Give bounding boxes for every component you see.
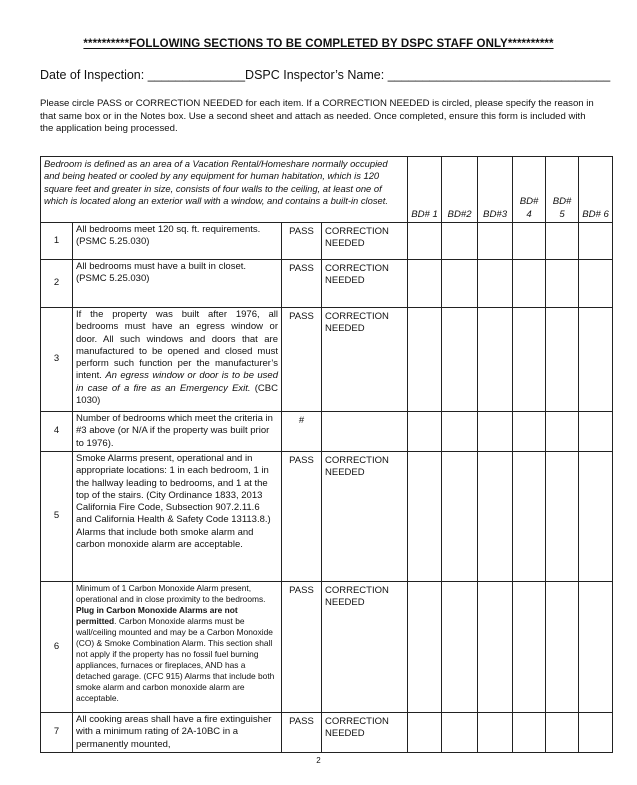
bd-cell[interactable] [546,452,579,582]
row-number: 4 [41,412,73,452]
pass-option[interactable]: PASS [282,713,322,753]
pass-option[interactable]: PASS [282,582,322,713]
staff-only-heading: **********FOLLOWING SECTIONS TO BE COMPLETED BY DSPC STAFF ONLY********** [83,38,554,50]
bd-header-6: BD# 6 [579,157,613,223]
bedroom-definition: Bedroom is defined as an area of a Vacation Rental/Homeshare normally occupied and being heated or cooled by any equipment for human habitation, which is 120 square feet and greater in size, consists of four walls to the ceiling, at least one of which is located along an exterior wall with a window, and contains a built-in closet. [41,157,408,223]
bd-cell[interactable] [442,452,478,582]
bd-cell[interactable] [408,308,442,412]
bd-header-5: BD# 5 [546,157,579,223]
bd-cell[interactable] [442,412,478,452]
pass-option[interactable]: PASS [282,223,322,260]
table-row [41,452,613,582]
inspector-field[interactable]: ________________________________ [387,68,611,82]
bd-cell[interactable] [408,452,442,582]
bd-cell[interactable] [442,260,478,308]
row-text: Number of bedrooms which meet the criteria in #3 above (or N/A if the property was built prior to 1976). [73,412,282,452]
row-text-bold: Plug in Carbon Monoxide Alarms are not permitted [76,605,238,626]
bd-cell[interactable] [579,412,613,452]
correction-needed-option[interactable]: CORRECTION NEEDED [322,713,408,753]
pass-option[interactable]: PASS [282,260,322,308]
bd-header-1: BD# 1 [408,157,442,223]
bd-cell[interactable] [513,412,546,452]
row-text-a: Minimum of 1 Carbon Monoxide Alarm present, operational and in close proximity to the bedrooms. [76,583,266,604]
bd-header-4: BD# 4 [513,157,546,223]
row-text [73,582,282,713]
bd-cell[interactable] [478,412,513,452]
bd-cell[interactable] [408,260,442,308]
bd-cell[interactable] [546,260,579,308]
row-text [73,308,282,412]
bd-cell[interactable] [408,713,442,753]
correction-needed-option[interactable]: CORRECTION NEEDED [322,452,408,582]
bd-cell[interactable] [408,582,442,713]
table-row [41,412,613,452]
row-text: All bedrooms meet 120 sq. ft. requirements. (PSMC 5.25.030) [73,223,282,260]
table-header-row [41,157,613,223]
correction-needed-option[interactable]: CORRECTION NEEDED [322,260,408,308]
table-row [41,223,613,260]
inspector-label: DSPC Inspector’s Name: [245,68,385,82]
bd-cell[interactable] [478,452,513,582]
bd-cell[interactable] [546,223,579,260]
bd-cell[interactable] [546,412,579,452]
bd-cell[interactable] [579,260,613,308]
row-number: 6 [41,582,73,713]
bd-cell[interactable] [513,582,546,713]
bd-cell[interactable] [478,308,513,412]
bd-cell[interactable] [408,223,442,260]
inspection-table [40,156,613,753]
bd-cell[interactable] [478,223,513,260]
bd-cell[interactable] [478,582,513,713]
bd-cell[interactable] [546,582,579,713]
bd-cell[interactable] [442,308,478,412]
row-text-b: . Carbon Monoxide alarms must be wall/ceiling mounted and may be a Carbon Monoxide (CO) & Smoke Combination Alarm. This section shall not apply if the property has no fossil fuel burning appliances, furnaces or fireplaces, AND has a detached garage. (CFC 915) Alarms that include both smoke alarm and carbon monoxide alarm are acceptable. [76,616,275,703]
bd-cell[interactable] [478,713,513,753]
row-number: 3 [41,308,73,412]
bd-cell[interactable] [579,308,613,412]
date-field[interactable]: ______________ [147,68,246,82]
row-text: All cooking areas shall have a fire extinguisher with a minimum rating of 2A-10BC in a permanently mounted, [73,713,282,753]
table-row [41,260,613,308]
bd-cell[interactable] [442,582,478,713]
bd-cell[interactable] [513,260,546,308]
row-number: 5 [41,452,73,582]
count-field[interactable]: # [282,412,322,452]
row-text-tail: (CBC 1030) [76,382,278,407]
correction-needed-option[interactable]: CORRECTION NEEDED [322,308,408,412]
bd-cell[interactable] [546,308,579,412]
bd-cell[interactable] [579,582,613,713]
bd-cell[interactable] [442,223,478,260]
bd-cell[interactable] [579,452,613,582]
bd-cell[interactable] [478,260,513,308]
bd-header-3: BD#3 [478,157,513,223]
correction-cell[interactable] [322,412,408,452]
bd-cell[interactable] [513,308,546,412]
bd-cell[interactable] [546,713,579,753]
correction-needed-option[interactable]: CORRECTION NEEDED [322,582,408,713]
row-text: Smoke Alarms present, operational and in appropriate locations: 1 in each bedroom, 1 in the hallway leading to bedrooms, and 1 at the top of the stairs. (City Ordinance 1833, 2013 California Fire Code, Subsection 907.2.11.6 and California Health & Safety Code 13113.8.) Alarms that include both smoke alarm and carbon monoxide alarm are acceptable. [73,452,282,582]
table-row [41,582,613,713]
bd-cell[interactable] [513,223,546,260]
bd-cell[interactable] [513,452,546,582]
instructions: Please circle PASS or CORRECTION NEEDED for each item. If a CORRECTION NEEDED is circled, please specify the reason in that same box or in the Notes box. Use a second sheet and attach as needed. Once completed, ensure this form is included with the application being processed. [40,98,594,135]
row-number: 2 [41,260,73,308]
row-number: 1 [41,223,73,260]
date-label: Date of Inspection: [40,68,145,82]
pass-option[interactable]: PASS [282,308,322,412]
row-number: 7 [41,713,73,753]
inspection-line [40,68,610,82]
bd-cell[interactable] [513,713,546,753]
bd-cell[interactable] [579,223,613,260]
row-text-italic: An egress window or door is to be used in case of a fire as an Emergency Exit. [76,370,279,394]
bd-cell[interactable] [579,713,613,753]
correction-needed-option[interactable]: CORRECTION NEEDED [322,223,408,260]
row-text: All bedrooms must have a built in closet. (PSMC 5.25.030) [73,260,282,308]
page-number: 2 [316,756,321,765]
pass-option[interactable]: PASS [282,452,322,582]
bd-header-2: BD#2 [442,157,478,223]
row-text-main: If the property was built after 1976, all bedrooms must have an egress window or door. All such windows and doors that are manufactured to be opened and closed must perform such function per the manufacturer’s intent. [76,309,278,382]
table-row [41,308,613,412]
table-row [41,713,613,753]
bd-cell[interactable] [408,412,442,452]
bd-cell[interactable] [442,713,478,753]
